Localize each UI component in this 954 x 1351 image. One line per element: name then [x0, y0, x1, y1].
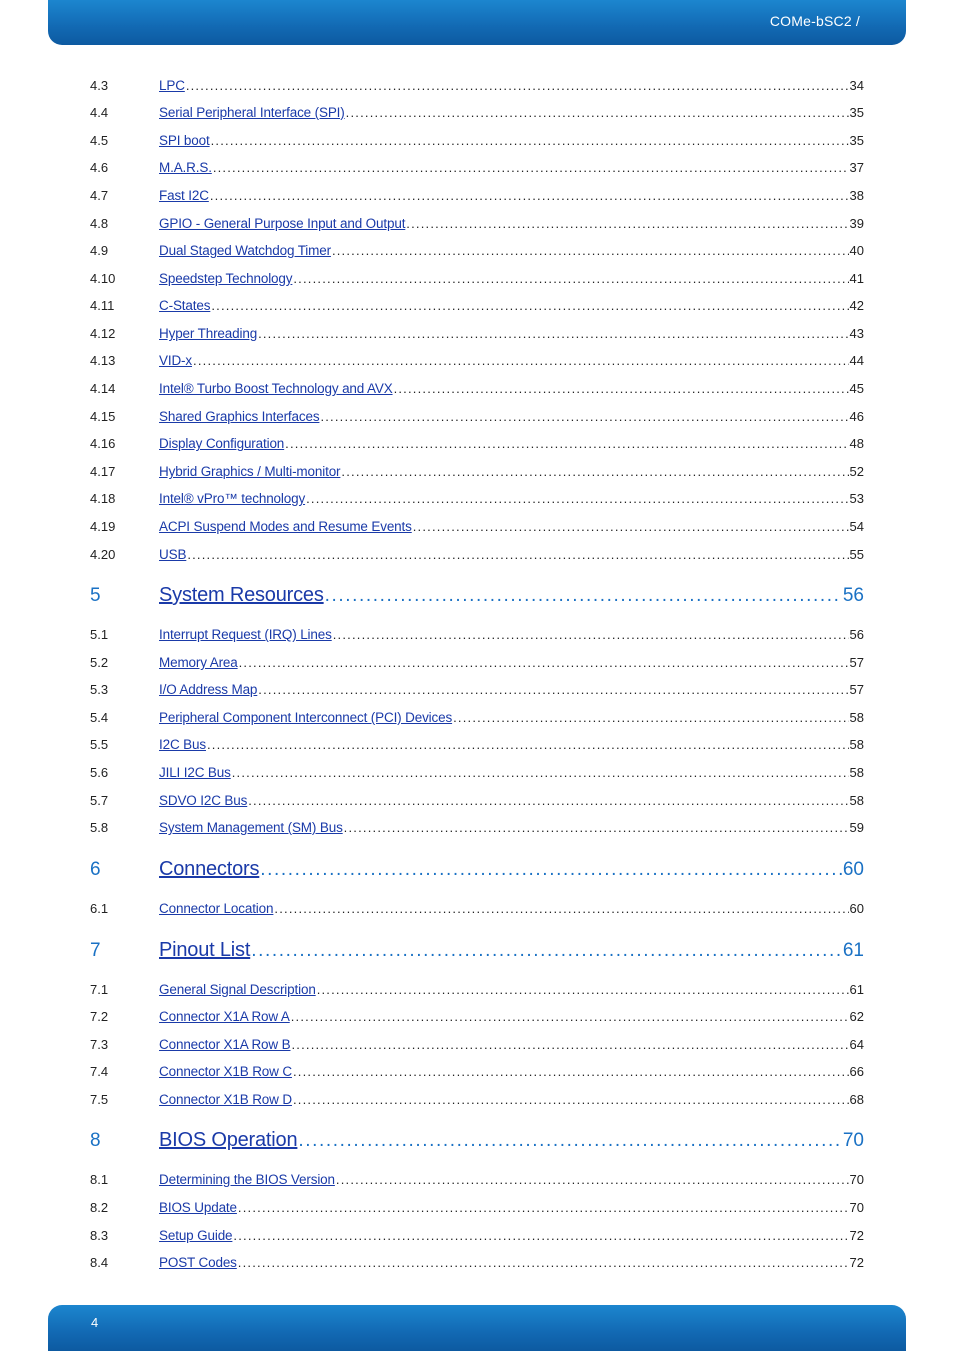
toc-dot-leader — [346, 105, 849, 120]
toc-entry — [90, 271, 864, 291]
toc-entry-page: 70 — [842, 1130, 864, 1151]
toc-entry-link[interactable]: ACPI Suspend Modes and Resume Events — [159, 519, 412, 534]
toc-dot-leader — [213, 160, 849, 175]
toc-entry-link[interactable]: Shared Graphics Interfaces — [159, 409, 320, 424]
toc-dot-leader — [406, 216, 848, 231]
toc-dot-leader — [293, 1092, 849, 1107]
toc-entry-link[interactable]: SPI boot — [159, 133, 210, 148]
toc-entry-number: 4.7 — [90, 188, 109, 203]
toc-entry-page: 56 — [842, 585, 864, 606]
toc-entry — [90, 1200, 864, 1220]
toc-entry-page: 59 — [849, 820, 864, 835]
toc-entry-link[interactable]: LPC — [159, 78, 185, 93]
toc-entry-number: 5.1 — [90, 627, 109, 642]
toc-entry-link[interactable]: Serial Peripheral Interface (SPI) — [159, 105, 345, 120]
toc-entry-page: 40 — [849, 243, 864, 258]
toc-entry-page: 35 — [849, 105, 864, 120]
toc-entry-number: 6 — [90, 859, 101, 880]
toc-dot-leader — [341, 464, 848, 479]
toc-entry-link[interactable]: M.A.R.S. — [159, 160, 212, 175]
toc-dot-leader — [258, 682, 848, 697]
toc-entry-page: 39 — [849, 216, 864, 231]
toc-dot-leader — [211, 298, 848, 313]
toc-entry-number: 5.8 — [90, 820, 109, 835]
toc-entry-page: 37 — [849, 160, 864, 175]
toc-entry-number: 4.8 — [90, 216, 109, 231]
toc-entry-link[interactable]: Connector X1B Row C — [159, 1064, 292, 1079]
toc-entry — [90, 1092, 864, 1112]
toc-entry — [90, 1228, 864, 1248]
toc-dot-leader — [325, 585, 842, 607]
toc-entry-number: 7.5 — [90, 1092, 109, 1107]
toc-entry-page: 66 — [849, 1064, 864, 1079]
toc-entry — [90, 216, 864, 236]
toc-entry-link[interactable]: JILI I2C Bus — [159, 765, 231, 780]
toc-entry-page: 56 — [849, 627, 864, 642]
toc-dot-leader — [238, 1200, 849, 1215]
toc-entry-page: 68 — [849, 1092, 864, 1107]
toc-entry-page: 58 — [849, 710, 864, 725]
toc-entry-number: 5.6 — [90, 765, 109, 780]
toc-entry-link[interactable]: Interrupt Request (IRQ) Lines — [159, 627, 332, 642]
toc-entry-page: 43 — [849, 326, 864, 341]
document-title: COMe-bSC2 / — [769, 13, 860, 29]
toc-entry-link[interactable]: Determining the BIOS Version — [159, 1172, 335, 1187]
toc-entry-number: 7.4 — [90, 1064, 109, 1079]
toc-dot-leader — [291, 1037, 848, 1052]
toc-entry-page: 45 — [849, 381, 864, 396]
toc-entry-link[interactable]: Setup Guide — [159, 1228, 233, 1243]
toc-dot-leader — [291, 1009, 849, 1024]
toc-entry — [90, 353, 864, 373]
toc-entry — [90, 298, 864, 318]
toc-entry — [90, 326, 864, 346]
toc-entry — [90, 133, 864, 153]
toc-entry — [90, 710, 864, 730]
toc-entry-page: 58 — [849, 737, 864, 752]
toc-entry-number: 4.11 — [90, 298, 115, 313]
toc-entry-page: 35 — [849, 133, 864, 148]
toc-dot-leader — [187, 547, 848, 562]
toc-entry-number: 7.1 — [90, 982, 109, 997]
toc-entry-page: 48 — [849, 436, 864, 451]
toc-entry-page: 58 — [849, 793, 864, 808]
toc-entry-link[interactable]: Connectors — [159, 858, 260, 880]
toc-entry — [90, 1255, 864, 1275]
toc-entry-page: 52 — [849, 464, 864, 479]
toc-dot-leader — [239, 655, 849, 670]
toc-entry — [90, 901, 864, 921]
toc-entry-number: 5.5 — [90, 737, 109, 752]
toc-entry-link[interactable]: USB — [159, 547, 187, 562]
toc-entry-link[interactable]: Dual Staged Watchdog Timer — [159, 243, 331, 258]
toc-entry — [90, 682, 864, 702]
toc-dot-leader — [232, 765, 849, 780]
toc-entry-page: 38 — [849, 188, 864, 203]
toc-entry-number: 4.12 — [90, 326, 116, 341]
toc-dot-leader — [293, 1064, 849, 1079]
toc-entry-number: 4.18 — [90, 491, 116, 506]
toc-dot-leader — [317, 982, 849, 997]
toc-entry-link[interactable]: Intel® vPro™ technology — [159, 491, 306, 506]
toc-chapter-entry — [90, 584, 864, 612]
toc-dot-leader — [453, 710, 848, 725]
toc-entry — [90, 1037, 864, 1057]
toc-entry-link[interactable]: System Resources — [159, 584, 324, 606]
toc-entry — [90, 519, 864, 539]
toc-entry-number: 4.13 — [90, 353, 116, 368]
toc-dot-leader — [260, 859, 842, 881]
toc-entry-number: 8.2 — [90, 1200, 109, 1215]
toc-dot-leader — [333, 627, 849, 642]
toc-entry-page: 70 — [849, 1200, 864, 1215]
toc-entry — [90, 1009, 864, 1029]
toc-chapter-entry — [90, 1129, 864, 1157]
toc-dot-leader — [193, 353, 849, 368]
toc-dot-leader — [248, 793, 848, 808]
toc-entry — [90, 243, 864, 263]
toc-entry-number: 4.19 — [90, 519, 116, 534]
toc-entry-number: 7.2 — [90, 1009, 109, 1024]
toc-entry-page: 57 — [849, 682, 864, 697]
toc-entry-number: 7 — [90, 940, 101, 961]
toc-entry-number: 4.14 — [90, 381, 116, 396]
toc-entry-link[interactable]: Hybrid Graphics / Multi-monitor — [159, 464, 341, 479]
toc-dot-leader — [413, 519, 849, 534]
toc-entry-number: 4.9 — [90, 243, 109, 258]
toc-entry — [90, 78, 864, 98]
page-number: 4 — [91, 1315, 99, 1330]
toc-dot-leader — [298, 1130, 841, 1152]
toc-entry-page: 70 — [849, 1172, 864, 1187]
toc-entry-link[interactable]: Hyper Threading — [159, 326, 258, 341]
toc-entry — [90, 737, 864, 757]
toc-entry-link[interactable]: Fast I2C — [159, 188, 209, 203]
toc-entry — [90, 188, 864, 208]
toc-entry — [90, 765, 864, 785]
toc-dot-leader — [306, 491, 848, 506]
toc-entry-link[interactable]: I/O Address Map — [159, 682, 258, 697]
toc-dot-leader — [285, 436, 848, 451]
toc-entry-page: 60 — [842, 859, 864, 880]
toc-entry-page: 62 — [849, 1009, 864, 1024]
toc-dot-leader — [210, 188, 849, 203]
toc-entry-number: 5 — [90, 585, 101, 606]
toc-entry-number: 4.3 — [90, 78, 109, 93]
toc-dot-leader — [274, 901, 848, 916]
toc-dot-leader — [251, 940, 842, 962]
toc-entry — [90, 627, 864, 647]
toc-entry-page: 58 — [849, 765, 864, 780]
toc-entry-link[interactable]: BIOS Update — [159, 1200, 237, 1215]
toc-entry — [90, 820, 864, 840]
footer-band — [48, 1305, 906, 1351]
toc-entry-number: 7.3 — [90, 1037, 109, 1052]
toc-entry — [90, 160, 864, 180]
toc-chapter-entry — [90, 939, 864, 967]
toc-entry-number: 4.16 — [90, 436, 116, 451]
toc-dot-leader — [211, 133, 849, 148]
toc-entry — [90, 1064, 864, 1084]
toc-entry — [90, 655, 864, 675]
toc-dot-leader — [293, 271, 848, 286]
toc-entry-number: 8.3 — [90, 1228, 109, 1243]
toc-entry-number: 5.3 — [90, 682, 109, 697]
toc-entry-page: 57 — [849, 655, 864, 670]
toc-entry-page: 54 — [849, 519, 864, 534]
toc-entry — [90, 436, 864, 456]
toc-entry-link[interactable]: GPIO - General Purpose Input and Output — [159, 216, 406, 231]
toc-entry-link[interactable]: BIOS Operation — [159, 1129, 298, 1151]
toc-entry-link[interactable]: Display Configuration — [159, 436, 285, 451]
toc-dot-leader — [207, 737, 849, 752]
toc-entry-link[interactable]: Memory Area — [159, 655, 238, 670]
header-band — [48, 0, 906, 45]
toc-dot-leader — [258, 326, 848, 341]
toc-entry-page: 34 — [849, 78, 864, 93]
toc-entry-page: 53 — [849, 491, 864, 506]
toc-entry-number: 4.17 — [90, 464, 116, 479]
toc-entry-number: 4.6 — [90, 160, 109, 175]
toc-entry-number: 4.20 — [90, 547, 116, 562]
toc-entry — [90, 491, 864, 511]
toc-entry-link[interactable]: C-States — [159, 298, 211, 313]
toc-entry — [90, 982, 864, 1002]
toc-entry — [90, 1172, 864, 1192]
toc-entry-page: 61 — [849, 982, 864, 997]
toc-entry-number: 6.1 — [90, 901, 109, 916]
toc-dot-leader — [233, 1228, 848, 1243]
toc-entry-link[interactable]: I2C Bus — [159, 737, 206, 752]
toc-entry-number: 8 — [90, 1130, 101, 1151]
toc-entry-number: 5.4 — [90, 710, 109, 725]
toc-entry-number: 5.2 — [90, 655, 109, 670]
toc-entry — [90, 547, 864, 567]
toc-entry-link[interactable]: Speedstep Technology — [159, 271, 293, 286]
toc-entry-link[interactable]: Intel® Turbo Boost Technology and AVX — [159, 381, 393, 396]
toc-entry-page: 72 — [849, 1255, 864, 1270]
toc-entry — [90, 381, 864, 401]
toc-entry-link[interactable]: SDVO I2C Bus — [159, 793, 248, 808]
toc-entry-number: 4.4 — [90, 105, 109, 120]
toc-entry-page: 72 — [849, 1228, 864, 1243]
toc-entry-page: 55 — [849, 547, 864, 562]
toc-entry — [90, 105, 864, 125]
toc-entry-number: 5.7 — [90, 793, 109, 808]
toc-entry-link[interactable]: Connector X1A Row A — [159, 1009, 290, 1024]
toc-entry-link[interactable]: Connector Location — [159, 901, 274, 916]
toc-entry-page: 60 — [849, 901, 864, 916]
toc-entry-link[interactable]: POST Codes — [159, 1255, 237, 1270]
toc-entry-page: 46 — [849, 409, 864, 424]
toc-entry-link[interactable]: General Signal Description — [159, 982, 316, 997]
toc-entry-number: 4.10 — [90, 271, 116, 286]
toc-dot-leader — [394, 381, 849, 396]
toc-dot-leader — [336, 1172, 849, 1187]
toc-entry-number: 8.1 — [90, 1172, 109, 1187]
toc-entry-page: 64 — [849, 1037, 864, 1052]
toc-entry-link[interactable]: Connector X1A Row B — [159, 1037, 291, 1052]
toc-entry-page: 42 — [849, 298, 864, 313]
toc-entry-link[interactable]: Connector X1B Row D — [159, 1092, 292, 1107]
toc-dot-leader — [320, 409, 848, 424]
toc-entry-number: 4.15 — [90, 409, 116, 424]
toc-dot-leader — [186, 78, 849, 93]
toc-entry-link[interactable]: Peripheral Component Interconnect (PCI) Devices — [159, 710, 453, 725]
toc-entry-page: 41 — [849, 271, 864, 286]
toc-entry — [90, 409, 864, 429]
toc-chapter-entry — [90, 858, 864, 886]
toc-entry-page: 61 — [842, 940, 864, 961]
toc-dot-leader — [238, 1255, 849, 1270]
toc-entry-page: 44 — [849, 353, 864, 368]
toc-entry — [90, 464, 864, 484]
toc-entry-number: 4.5 — [90, 133, 109, 148]
toc-entry-link[interactable]: VID-x — [159, 353, 193, 368]
toc-entry-link[interactable]: System Management (SM) Bus — [159, 820, 343, 835]
toc-dot-leader — [332, 243, 849, 258]
toc-dot-leader — [344, 820, 849, 835]
toc-entry-link[interactable]: Pinout List — [159, 939, 251, 961]
toc-entry-number: 8.4 — [90, 1255, 109, 1270]
toc-entry — [90, 793, 864, 813]
